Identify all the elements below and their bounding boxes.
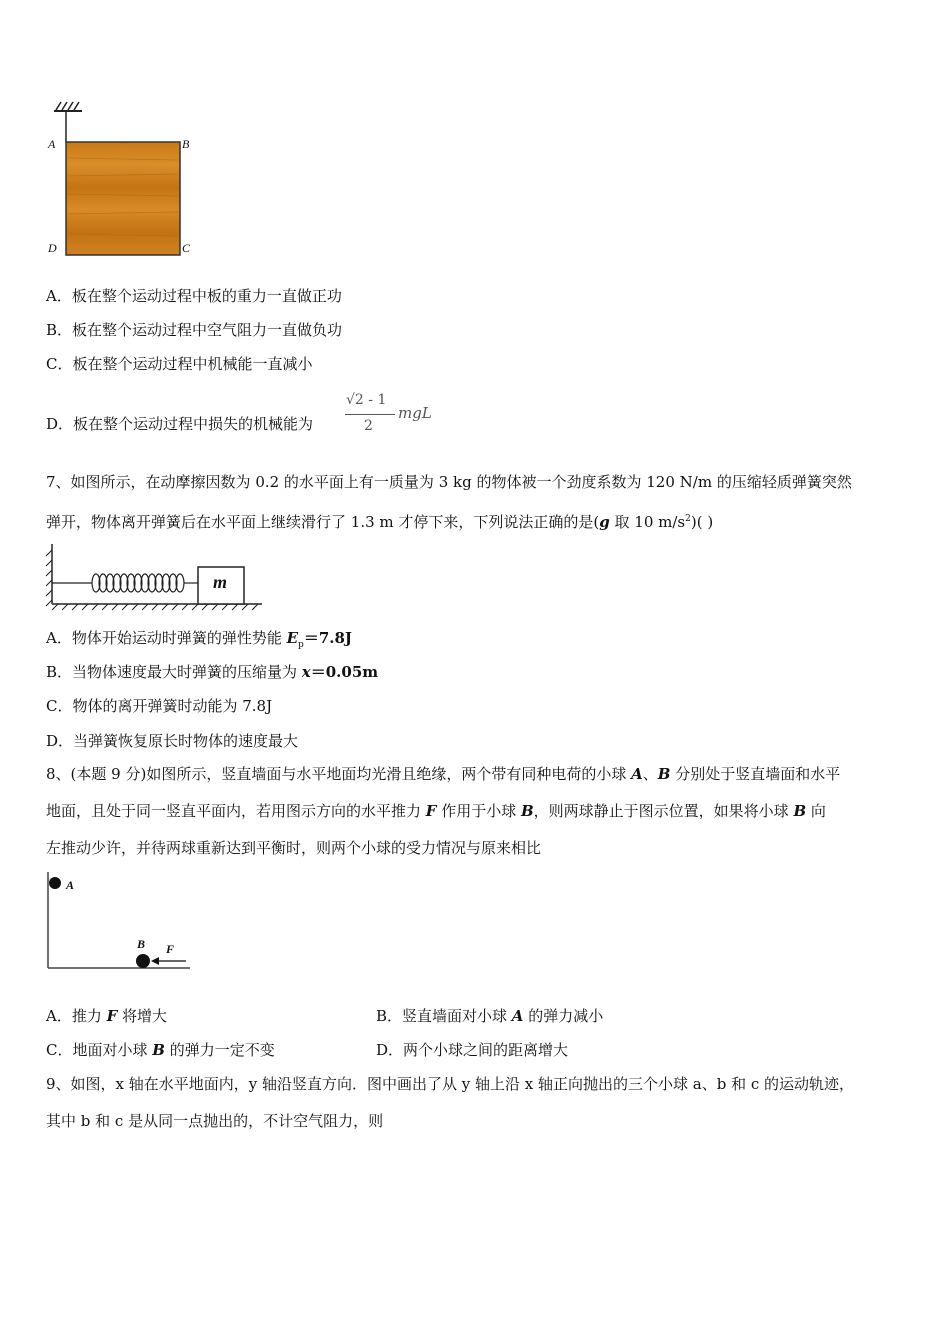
fraction-bar: [345, 414, 395, 415]
board-label-c: C: [182, 241, 191, 255]
wall-hatch: [46, 550, 52, 606]
q8-l2-post: 向: [806, 802, 826, 820]
q6-option-c: C．板在整个运动过程中机械能一直减小: [46, 355, 313, 373]
q7-stem-line1: 7、如图所示，在动摩擦因数为 0.2 的水平面上有一质量为 3 kg 的物体被一个劲度系数为 120 N/m 的压缩轻质弹簧突然: [46, 473, 852, 491]
q8-l1-sep: 、: [642, 765, 658, 783]
q8-opt-c-post: 的弹力一定不变: [164, 1041, 275, 1059]
board-label-d: D: [48, 241, 57, 255]
q8-l2-mid2: ，则两球静止于图示位置，如果将小球: [533, 802, 794, 820]
board-label-a: A: [48, 137, 56, 151]
q7-opt-a-sub: p: [298, 640, 304, 650]
q6-option-d-text: D．板在整个运动过程中损失的机械能为: [46, 415, 314, 433]
q8-opt-c-pre: C．地面对小球: [46, 1041, 153, 1059]
q8-l1-pre: 8、(本题 9 分)如图所示，竖直墙面与水平地面均光滑且绝缘，两个带有同种电荷的小球: [46, 765, 632, 783]
q8-opt-b-var: A: [511, 1007, 524, 1025]
q7-option-d: D．当弹簧恢复原长时物体的速度最大: [46, 732, 299, 750]
q7-line2-sup: 2: [685, 514, 691, 524]
q8-l1-a: A: [631, 765, 643, 783]
q8-opt-a-pre: A．推力: [46, 1007, 107, 1025]
fig-label-b: B: [137, 937, 146, 951]
q7-line2-b: 取 10 m/s: [609, 513, 686, 531]
q7-line2-g: g: [599, 513, 610, 531]
q8-option-b: [376, 1006, 603, 1026]
q8-l2-pre: 地面，且处于同一竖直平面内，若用图示方向的水平推力: [46, 802, 426, 820]
q7-opt-a-pre: A．物体开始运动时弹簧的弹性势能: [46, 629, 287, 647]
ball-b: [136, 954, 150, 968]
q7-line2-a: 弹开，物体离开弹簧后在水平面上继续滑行了 1.3 m 才停下来，下列说法正确的是(: [46, 513, 600, 531]
fraction-numerator: √2 - 1: [346, 392, 387, 408]
q6-option-a: A．板在整个运动过程中板的重力一直做正功: [46, 287, 342, 305]
q8-opt-a-post: 将增大: [117, 1007, 168, 1025]
q7-opt-b-var: x: [301, 663, 311, 681]
q6-option-d: [46, 414, 313, 434]
ball-a: [49, 877, 61, 889]
q9-stem-line2: 其中 b 和 c 是从同一点抛出的，不计空气阻力，则: [46, 1112, 384, 1130]
q6-option-b: B．板在整个运动过程中空气阻力一直做负功: [46, 321, 343, 339]
q8-stem-line2: [46, 801, 826, 821]
q7-opt-a-post: ＝7.8J: [303, 629, 353, 647]
q8-l2-mid: 作用于小球: [436, 802, 521, 820]
q8-opt-b-pre: B．竖直墙面对小球: [376, 1007, 512, 1025]
spring-block-figure: [44, 540, 266, 612]
q8-l2-b: B: [520, 802, 534, 820]
fig-label-f: F: [166, 942, 175, 956]
spring-coils: [92, 574, 184, 592]
q7-stem-line2: [46, 509, 713, 532]
floor-hatch: [52, 604, 258, 610]
q7-opt-b-post: ＝0.05m: [310, 663, 379, 681]
q8-l1-b: B: [657, 765, 671, 783]
q8-option-d: D．两个小球之间的距离增大: [376, 1041, 569, 1059]
q8-opt-c-var: B: [152, 1041, 165, 1059]
board-label-b: B: [182, 137, 190, 151]
force-arrow-head: [151, 957, 159, 965]
q7-line2-c: )( ): [690, 513, 714, 531]
fraction-denominator: 2: [364, 418, 373, 434]
q8-l2-f: F: [425, 802, 437, 820]
q7-option-a: [46, 628, 352, 655]
q8-option-a: [46, 1006, 167, 1026]
q8-opt-a-var: F: [106, 1007, 118, 1025]
q7-option-b: [46, 662, 378, 682]
q8-stem-line1: [46, 764, 840, 784]
q7-option-c: C．物体的离开弹簧时动能为 7.8J: [46, 697, 273, 715]
q7-opt-a-var: E: [286, 629, 299, 647]
q8-stem-line3: 左推动少许，并待两球重新达到平衡时，则两个小球的受力情况与原来相比: [46, 839, 542, 857]
q7-opt-b-pre: B．当物体速度最大时弹簧的压缩量为: [46, 663, 302, 681]
mass-label: m: [213, 572, 228, 592]
ceiling-hatch: [56, 102, 79, 110]
q8-option-c: [46, 1040, 275, 1060]
q8-l1-post: 分别处于竖直墙面和水平: [670, 765, 841, 783]
q8-opt-b-post: 的弹力减小: [523, 1007, 604, 1025]
q9-stem-line1: 9、如图，x 轴在水平地面内，y 轴沿竖直方向．图中画出了从 y 轴上沿 x 轴正向抛出的三个小球 a、b 和 c 的运动轨迹，: [46, 1075, 855, 1093]
hanging-board-figure: [46, 96, 206, 261]
q8-l2-b2: B: [793, 802, 807, 820]
fraction-tail: mgL: [398, 404, 432, 422]
fig-label-a: A: [66, 878, 75, 892]
